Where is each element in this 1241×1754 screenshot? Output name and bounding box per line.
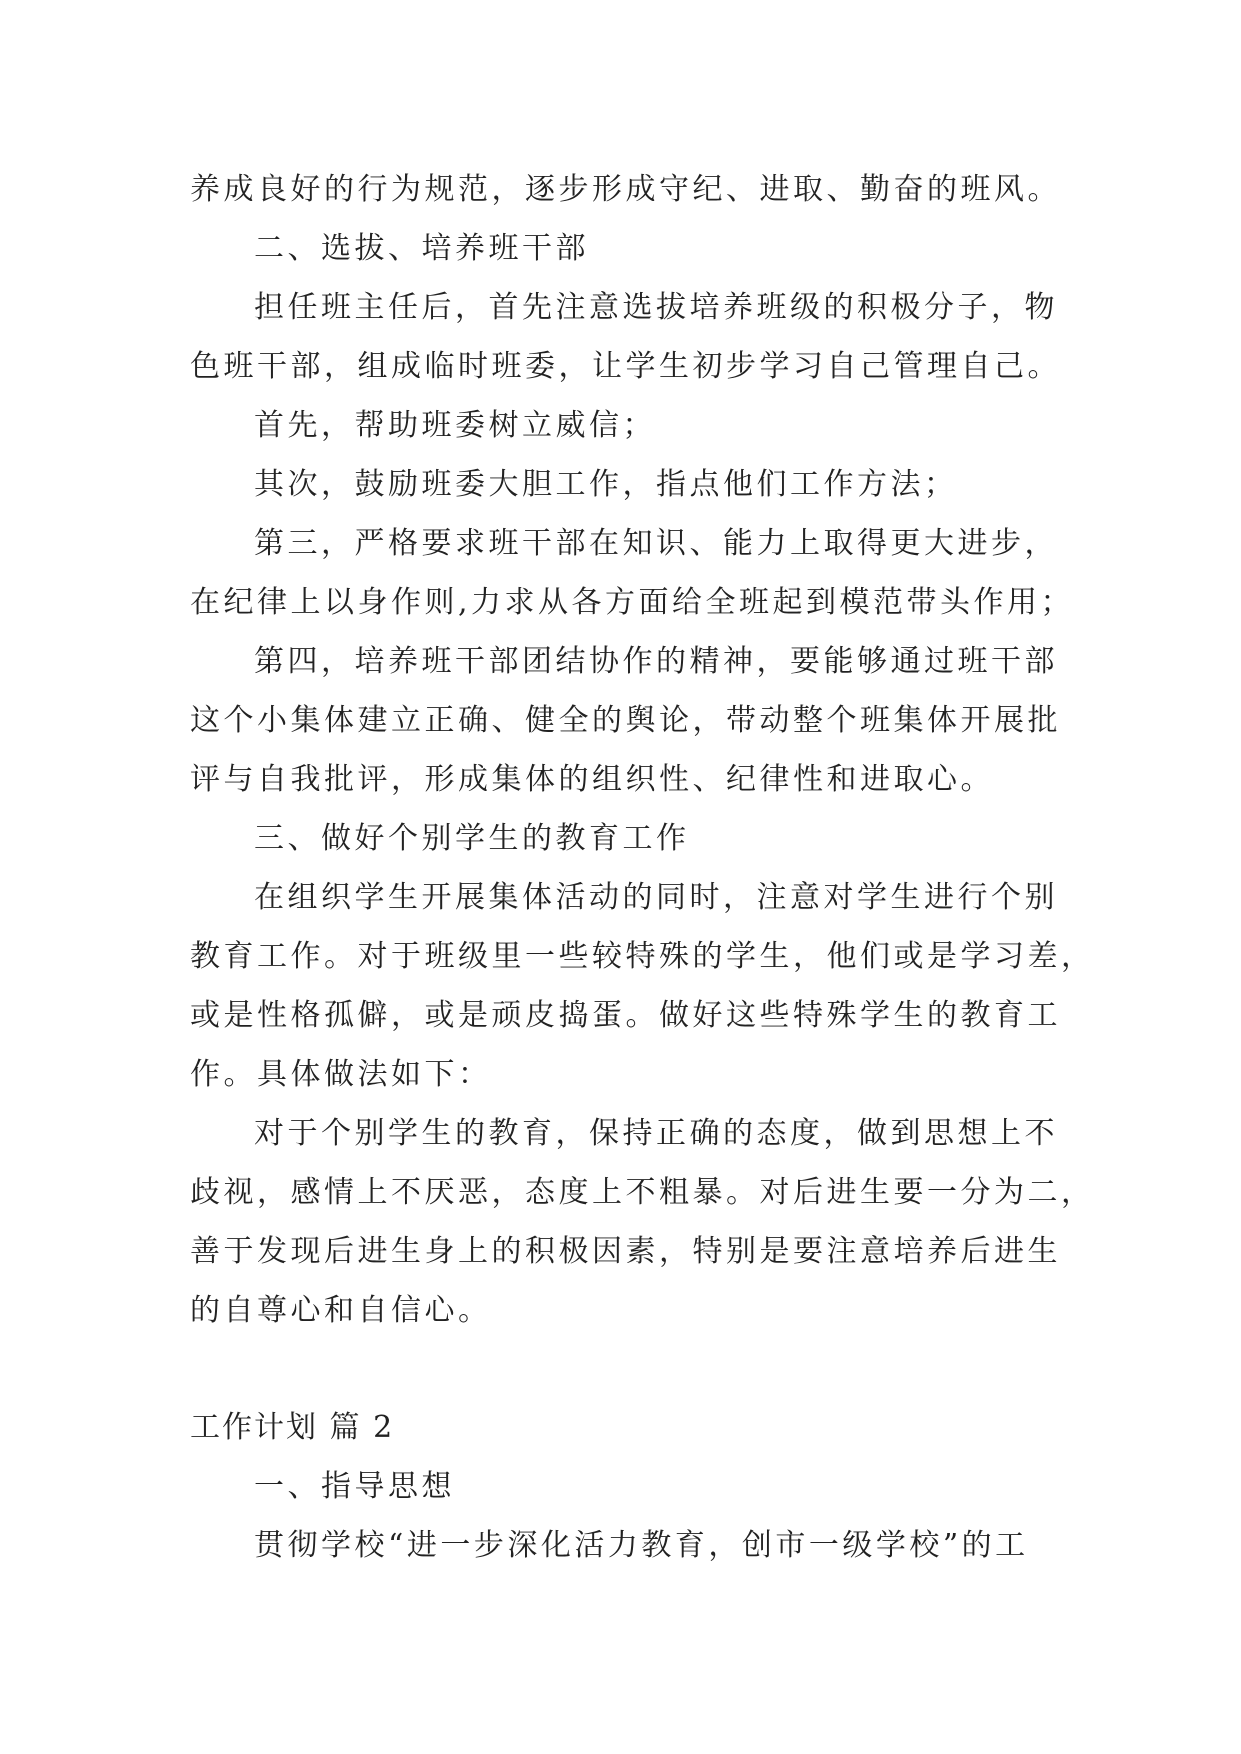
paragraph-line: 评与自我批评，形成集体的组织性、纪律性和进取心。 [190, 762, 994, 797]
paragraph-line: 首先，帮助班委树立威信； [254, 408, 656, 443]
paragraph-line: 或是性格孤僻，或是顽皮捣蛋。做好这些特殊学生的教育工 [190, 998, 1061, 1033]
paragraph-line: 贯彻学校“进一步深化活力教育，创市一级学校”的工 [254, 1528, 1029, 1563]
section-gap [190, 1340, 1050, 1398]
section-heading-select-cadres: 二、选拔、培养班干部 [254, 231, 589, 266]
section-heading-individual-education: 三、做好个别学生的教育工作 [254, 821, 690, 856]
paragraph-line: 歧视，感情上不厌恶，态度上不粗暴。对后进生要一分为二， [190, 1175, 1095, 1210]
paragraph-line: 在纪律上以身作则,力求从各方面给全班起到模范带头作用； [190, 585, 1075, 620]
paragraph-line: 对于个别学生的教育，保持正确的态度，做到思想上不 [254, 1116, 1058, 1151]
paragraph-line: 养成良好的行为规范，逐步形成守纪、进取、勤奋的班风。 [190, 172, 1061, 207]
section-heading-guiding-ideology: 一、指导思想 [254, 1469, 455, 1504]
paragraph-line: 教育工作。对于班级里一些较特殊的学生，他们或是学习差， [190, 939, 1095, 974]
document-body [190, 160, 1095, 1575]
paragraph-line: 作。具体做法如下： [190, 1057, 492, 1092]
paragraph-line: 担任班主任后，首先注意选拔培养班级的积极分子，物 [254, 290, 1058, 325]
paragraph-line: 善于发现后进生身上的积极因素，特别是要注意培养后进生 [190, 1234, 1061, 1269]
paragraph-line: 第三，严格要求班干部在知识、能力上取得更大进步， [254, 526, 1058, 561]
paragraph-line: 其次，鼓励班委大胆工作，指点他们工作方法； [254, 467, 958, 502]
paragraph-line: 色班干部，组成临时班委，让学生初步学习自己管理自己。 [190, 349, 1061, 384]
paragraph-line: 第四，培养班干部团结协作的精神，要能够通过班干部 [254, 644, 1058, 679]
paragraph-line: 在组织学生开展集体活动的同时，注意对学生进行个别 [254, 880, 1058, 915]
paragraph-line: 的自尊心和自信心。 [190, 1293, 492, 1328]
paragraph-line: 这个小集体建立正确、健全的舆论，带动整个班集体开展批 [190, 703, 1061, 738]
work-plan-heading: 工作计划 篇 2 [190, 1410, 395, 1445]
